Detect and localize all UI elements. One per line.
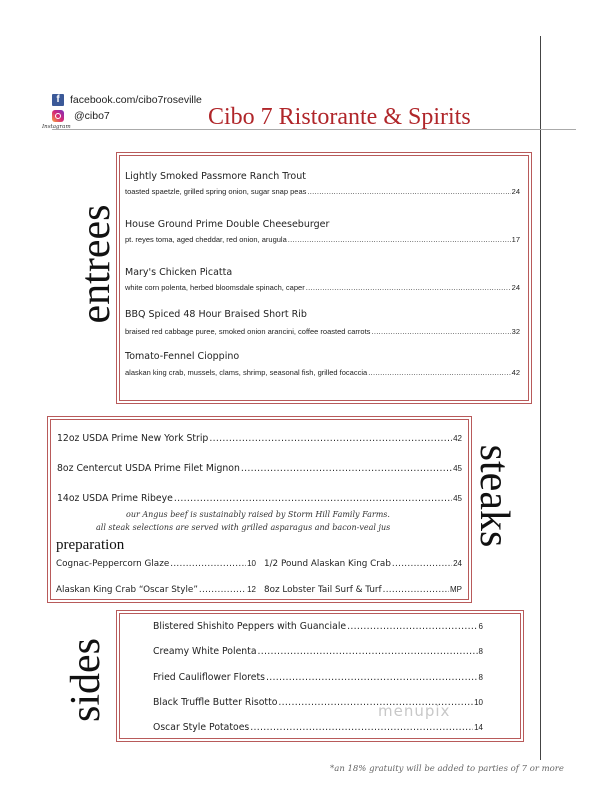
entree-desc: alaskan king crab, mussels, clams, shrimp, seasonal fish, grilled focaccia bbox=[125, 368, 368, 377]
sides-box bbox=[116, 610, 524, 742]
entrees-box bbox=[116, 152, 532, 404]
preparation-name: Alaskan King Crab “Oscar Style” bbox=[56, 585, 198, 595]
section-label-entrees: entrees bbox=[73, 204, 119, 324]
entree-price: 24 bbox=[511, 187, 520, 196]
entree-name: BBQ Spiced 48 Hour Braised Short Rib bbox=[125, 309, 307, 320]
side-price: 10 bbox=[474, 698, 483, 707]
preparation-price: 10 bbox=[247, 559, 256, 568]
side-name: Fried Cauliflower Florets bbox=[153, 672, 265, 683]
preparation-heading: preparation bbox=[56, 537, 125, 553]
preparation-row bbox=[264, 559, 462, 569]
section-label-steaks: steaks bbox=[471, 444, 517, 548]
side-name: Blistered Shishito Peppers with Guanciale bbox=[153, 621, 347, 632]
facebook-link[interactable] bbox=[52, 94, 202, 106]
steak-note-sides: all steak selections are served with grilled asparagus and bacon-veal jus bbox=[96, 523, 391, 532]
entree-name: Lightly Smoked Passmore Ranch Trout bbox=[125, 171, 306, 182]
watermark: menupix bbox=[378, 702, 451, 720]
entree-name: Mary's Chicken Picatta bbox=[125, 267, 233, 278]
preparation-name: 8oz Lobster Tail Surf & Turf bbox=[264, 585, 382, 595]
side-name: Oscar Style Potatoes bbox=[153, 722, 250, 733]
preparation-name: Cognac-Peppercorn Glaze bbox=[56, 559, 170, 569]
entree-desc: pt. reyes toma, aged cheddar, red onion, arugula bbox=[125, 235, 287, 244]
facebook-text: facebook.com/cibo7roseville bbox=[70, 94, 202, 106]
side-row bbox=[153, 646, 483, 657]
entree-price: 17 bbox=[511, 235, 520, 244]
steak-name: 12oz USDA Prime New York Strip bbox=[57, 433, 209, 444]
steak-name: 8oz Centercut USDA Prime Filet Mignon bbox=[57, 463, 240, 474]
instagram-wordmark: Instagram bbox=[42, 124, 71, 130]
instagram-icon bbox=[52, 110, 64, 122]
entree-row bbox=[125, 368, 520, 377]
entree-row bbox=[125, 187, 520, 196]
preparation-price: MP bbox=[450, 585, 462, 594]
side-price: 8 bbox=[478, 647, 483, 656]
preparation-row bbox=[56, 585, 256, 595]
entree-price: 42 bbox=[511, 368, 520, 377]
side-name: Creamy White Polenta bbox=[153, 646, 257, 657]
entree-name: Tomato-Fennel Cioppino bbox=[125, 351, 240, 362]
preparation-row bbox=[264, 585, 462, 595]
steak-price: 42 bbox=[453, 434, 462, 443]
preparation-price: 24 bbox=[453, 559, 462, 568]
steak-row bbox=[57, 463, 462, 474]
entree-desc: toasted spaetzle, grilled spring onion, sugar snap peas bbox=[125, 187, 307, 196]
section-label-sides: sides bbox=[63, 638, 109, 722]
steak-row bbox=[57, 433, 462, 444]
preparation-row bbox=[56, 559, 256, 569]
side-price: 6 bbox=[478, 622, 483, 631]
side-row bbox=[153, 621, 483, 632]
side-price: 8 bbox=[478, 673, 483, 682]
entree-desc: braised red cabbage puree, smoked onion arancini, coffee roasted carrots bbox=[125, 327, 371, 336]
preparation-name: 1/2 Pound Alaskan King Crab bbox=[264, 559, 391, 569]
vertical-divider bbox=[540, 36, 541, 760]
side-row bbox=[153, 672, 483, 683]
instagram-link[interactable] bbox=[52, 110, 110, 122]
steaks-box bbox=[47, 416, 472, 603]
side-row bbox=[153, 722, 483, 733]
steak-row bbox=[57, 493, 462, 504]
entree-row bbox=[125, 235, 520, 244]
entree-row bbox=[125, 283, 520, 292]
gratuity-note: *an 18% gratuity will be added to parties of 7 or more bbox=[330, 764, 564, 774]
preparation-price: 12 bbox=[247, 585, 256, 594]
entree-price: 24 bbox=[511, 283, 520, 292]
entree-name: House Ground Prime Double Cheeseburger bbox=[125, 219, 330, 230]
entree-desc: white corn polenta, herbed bloomsdale spinach, caper bbox=[125, 283, 305, 292]
page-title: Cibo 7 Ristorante & Spirits bbox=[208, 104, 471, 130]
entree-row bbox=[125, 327, 520, 336]
side-price: 14 bbox=[474, 723, 483, 732]
side-name: Black Truffle Butter Risotto bbox=[153, 697, 278, 708]
facebook-icon: f bbox=[52, 94, 64, 106]
entree-price: 32 bbox=[511, 327, 520, 336]
instagram-text: @cibo7 bbox=[74, 110, 110, 122]
steak-price: 45 bbox=[453, 494, 462, 503]
steak-name: 14oz USDA Prime Ribeye bbox=[57, 493, 173, 504]
steak-price: 45 bbox=[453, 464, 462, 473]
steak-note-sourcing: our Angus beef is sustainably raised by Storm Hill Family Farms. bbox=[126, 510, 390, 519]
